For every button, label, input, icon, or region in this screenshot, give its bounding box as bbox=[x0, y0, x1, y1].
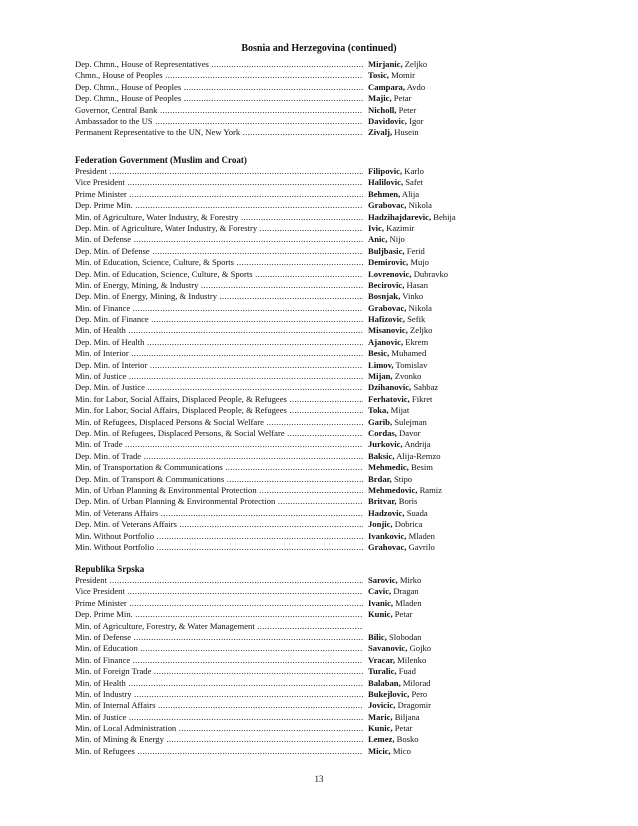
surname: Ferhatovic, bbox=[368, 393, 410, 404]
list-item bbox=[75, 105, 475, 116]
list-item bbox=[75, 712, 475, 723]
list-item bbox=[75, 666, 475, 677]
official-name bbox=[368, 655, 426, 666]
list-item bbox=[75, 325, 475, 336]
surname: Savanovic, bbox=[368, 643, 408, 654]
given-name: Nijo bbox=[389, 234, 405, 245]
surname: Mirjanic, bbox=[368, 59, 403, 69]
surname: Grahovac, bbox=[368, 541, 407, 552]
page-number: 13 bbox=[314, 774, 324, 784]
given-name: Karlo bbox=[404, 166, 424, 176]
list-item bbox=[75, 200, 475, 211]
position-title: President ..... bbox=[75, 166, 363, 177]
official-name bbox=[368, 177, 423, 188]
given-name: Vinko bbox=[402, 291, 424, 302]
given-name: Suada bbox=[406, 507, 428, 518]
surname: Sarovic, bbox=[368, 575, 398, 585]
position-title: Min. of Internal Affairs ..... bbox=[75, 700, 363, 711]
given-name: Tomislav bbox=[395, 359, 428, 370]
given-name: Biljana bbox=[394, 711, 420, 722]
official-name bbox=[368, 519, 422, 530]
position-title: Permanent Representative to the UN, New York ..... bbox=[75, 127, 363, 138]
position-title: Vice President ..... bbox=[75, 177, 363, 188]
list-item bbox=[75, 689, 475, 700]
given-name: Alija bbox=[401, 188, 420, 199]
given-name: Peter bbox=[398, 104, 417, 115]
official-name bbox=[368, 496, 417, 507]
list-item bbox=[75, 82, 475, 93]
given-name: Mladen bbox=[408, 530, 435, 541]
list-item bbox=[75, 519, 475, 530]
given-name: Boris bbox=[398, 496, 418, 507]
given-name: Dragomir bbox=[397, 700, 432, 711]
position-title: Min. for Labor, Social Affairs, Displaced People, & Refugees ..... bbox=[75, 405, 363, 416]
given-name: Fuad bbox=[398, 666, 416, 677]
list-item bbox=[75, 643, 475, 654]
given-name: Mujo bbox=[410, 257, 429, 268]
surname: Hadzovic, bbox=[368, 507, 405, 518]
surname: Cavic, bbox=[368, 586, 392, 597]
given-name: Nikola bbox=[408, 302, 432, 313]
official-name bbox=[368, 269, 448, 280]
official-name bbox=[368, 105, 416, 116]
list-item bbox=[75, 586, 475, 597]
list-item bbox=[75, 371, 475, 382]
official-name bbox=[368, 723, 412, 734]
given-name: Alija-Remzo bbox=[396, 450, 441, 461]
list-item bbox=[75, 700, 475, 711]
list-item bbox=[75, 257, 475, 268]
position-title: Min. of Health ..... bbox=[75, 325, 363, 336]
position-title: Min. of Energy, Mining, & Industry ..... bbox=[75, 280, 363, 291]
official-name bbox=[368, 428, 421, 439]
surname: Garib, bbox=[368, 416, 393, 427]
surname: Davidovic, bbox=[368, 115, 407, 126]
position-title: Min. of Education ..... bbox=[75, 643, 363, 654]
position-title: Dep. Prime Min. ..... bbox=[75, 609, 363, 620]
given-name: Kazimir bbox=[386, 222, 415, 233]
list-item bbox=[75, 246, 475, 257]
list-item bbox=[75, 598, 475, 609]
official-name bbox=[368, 678, 431, 689]
list-item bbox=[75, 314, 475, 325]
surname: Jurkovic, bbox=[368, 439, 403, 450]
given-name: Avdo bbox=[406, 81, 426, 92]
official-name bbox=[368, 474, 412, 485]
official-name bbox=[368, 531, 435, 542]
official-name bbox=[368, 212, 456, 223]
surname: Behmen, bbox=[368, 188, 401, 199]
official-name bbox=[368, 360, 427, 371]
official-name bbox=[368, 632, 421, 643]
list-item bbox=[75, 531, 475, 542]
surname: Majic, bbox=[368, 93, 392, 104]
official-name bbox=[368, 439, 431, 450]
list-item bbox=[75, 303, 475, 314]
list-item bbox=[75, 280, 475, 291]
official-name bbox=[368, 451, 441, 462]
position-title: Min. of Veterans Affairs ..... bbox=[75, 508, 363, 519]
official-name bbox=[368, 485, 442, 496]
surname: Grabovac, bbox=[368, 200, 407, 211]
given-name: Husein bbox=[394, 127, 419, 138]
list-item bbox=[75, 59, 475, 70]
position-title: Dep. Chmn., House of Peoples ..... bbox=[75, 93, 363, 104]
official-name bbox=[368, 166, 424, 177]
position-title: Governor, Central Bank ..... bbox=[75, 105, 363, 116]
official-name bbox=[368, 223, 414, 234]
official-name bbox=[368, 127, 419, 138]
list-item bbox=[75, 166, 475, 177]
surname: Misanovic, bbox=[368, 325, 408, 336]
position-title: Min. of Education, Science, Culture, & Sports ..... bbox=[75, 257, 363, 268]
given-name: Ferid bbox=[406, 245, 425, 256]
list-item bbox=[75, 496, 475, 507]
official-name bbox=[368, 394, 432, 405]
official-name bbox=[368, 462, 433, 473]
section-heading: Republika Srpska bbox=[75, 564, 145, 574]
official-name bbox=[368, 337, 428, 348]
official-name bbox=[368, 586, 419, 597]
surname: Lemez, bbox=[368, 734, 395, 745]
surname: Halilovic, bbox=[368, 177, 404, 188]
given-name: Pero bbox=[411, 688, 428, 699]
list-item bbox=[75, 621, 475, 632]
list-item bbox=[75, 428, 475, 439]
given-name: Andrija bbox=[404, 439, 431, 450]
list-item bbox=[75, 337, 475, 348]
position-title: Min. Without Portfolio ..... bbox=[75, 531, 363, 542]
surname: Buljbasic, bbox=[368, 245, 405, 256]
surname: Bilic, bbox=[368, 631, 387, 642]
position-title: Dep. Min. of Agriculture, Water Industry, & Forestry ..... bbox=[75, 223, 363, 234]
position-title: Min. of Urban Planning & Environmental Protection ..... bbox=[75, 485, 363, 496]
given-name: Besim bbox=[410, 462, 433, 473]
surname: Anic, bbox=[368, 234, 388, 245]
official-name bbox=[368, 189, 419, 200]
given-name: Milenko bbox=[397, 654, 427, 665]
list-item bbox=[75, 382, 475, 393]
given-name: Zeljko bbox=[410, 325, 433, 336]
position-title: Prime Minister ..... bbox=[75, 189, 363, 200]
position-title: Min. of Defense ..... bbox=[75, 234, 363, 245]
official-name bbox=[368, 746, 411, 757]
given-name: Safet bbox=[405, 177, 423, 188]
list-item bbox=[75, 417, 475, 428]
official-name bbox=[368, 70, 415, 81]
surname: Cordas, bbox=[368, 427, 397, 438]
list-item bbox=[75, 485, 475, 496]
given-name: Dobrica bbox=[394, 519, 423, 530]
position-title: Dep. Min. of Trade ..... bbox=[75, 451, 363, 462]
given-name: Davor bbox=[399, 427, 421, 438]
position-title: Min. of Justice ..... bbox=[75, 371, 363, 382]
list-item bbox=[75, 405, 475, 416]
given-name: Mladen bbox=[395, 597, 422, 608]
official-name bbox=[368, 200, 432, 211]
official-name bbox=[368, 348, 426, 359]
list-item bbox=[75, 212, 475, 223]
list-item bbox=[75, 462, 475, 473]
republika-srpska-section bbox=[75, 564, 475, 757]
federation-government-section bbox=[75, 155, 475, 553]
position-title: Dep. Min. of Defense ..... bbox=[75, 246, 363, 257]
given-name: Petar bbox=[394, 609, 413, 620]
position-title: Min. of Defense ..... bbox=[75, 632, 363, 643]
position-title: Min. of Finance ..... bbox=[75, 655, 363, 666]
given-name: Zeljko bbox=[404, 59, 428, 69]
position-title: Dep. Min. of Urban Planning & Environmental Protection ..... bbox=[75, 496, 363, 507]
given-name: Nikola bbox=[408, 200, 432, 211]
official-name bbox=[368, 598, 422, 609]
official-name bbox=[368, 734, 419, 745]
official-name bbox=[368, 116, 423, 127]
surname: Maric, bbox=[368, 711, 393, 722]
position-title: Chmn., House of Peoples ..... bbox=[75, 70, 363, 81]
given-name: Sefik bbox=[407, 314, 426, 325]
surname: Britvar, bbox=[368, 496, 397, 507]
given-name: Petar bbox=[393, 93, 412, 104]
given-name: Dragan bbox=[393, 586, 419, 597]
list-item bbox=[75, 451, 475, 462]
position-title: Min. of Agriculture, Forestry, & Water Management ..... bbox=[75, 621, 363, 632]
list-item bbox=[75, 394, 475, 405]
list-item bbox=[75, 609, 475, 620]
surname: Ajanovic, bbox=[368, 336, 404, 347]
official-name bbox=[368, 325, 432, 336]
surname: Vracar, bbox=[368, 654, 395, 665]
list-item bbox=[75, 360, 475, 371]
list-item bbox=[75, 189, 475, 200]
surname: Kunic, bbox=[368, 723, 393, 734]
list-item bbox=[75, 127, 475, 138]
official-name bbox=[368, 508, 428, 519]
position-title: Dep. Prime Min. ..... bbox=[75, 200, 363, 211]
official-name bbox=[368, 371, 421, 382]
surname: Zivalj, bbox=[368, 127, 393, 138]
surname: Dzihanovic, bbox=[368, 382, 412, 393]
given-name: Milorad bbox=[402, 677, 431, 688]
given-name: Ekrem bbox=[405, 336, 429, 347]
official-name bbox=[368, 280, 428, 291]
position-title: Min. of Local Administration ..... bbox=[75, 723, 363, 734]
given-name: Zvonko bbox=[394, 371, 422, 382]
official-name bbox=[368, 575, 421, 586]
list-item bbox=[75, 723, 475, 734]
surname: Hadzihajdarevic, bbox=[368, 211, 432, 222]
surname: Kunic, bbox=[368, 609, 393, 620]
given-name: Bosko bbox=[396, 734, 419, 745]
position-title: Min. of Health ..... bbox=[75, 678, 363, 689]
surname: Jovicic, bbox=[368, 700, 396, 711]
list-item bbox=[75, 439, 475, 450]
official-name bbox=[368, 59, 427, 70]
list-item bbox=[75, 348, 475, 359]
surname: Jonjic, bbox=[368, 519, 393, 530]
position-title: Min. of Trade ..... bbox=[75, 439, 363, 450]
list-item bbox=[75, 70, 475, 81]
surname: Bukejlovic, bbox=[368, 688, 410, 699]
surname: Ivanic, bbox=[368, 597, 394, 608]
list-item bbox=[75, 655, 475, 666]
list-item bbox=[75, 474, 475, 485]
leadership-section bbox=[75, 59, 475, 139]
position-title: Min. of Industry ..... bbox=[75, 689, 363, 700]
given-name: Sulejman bbox=[394, 416, 427, 427]
position-title: Min. of Justice ..... bbox=[75, 712, 363, 723]
list-item bbox=[75, 632, 475, 643]
official-name bbox=[368, 246, 425, 257]
surname: Brdar, bbox=[368, 473, 392, 484]
official-name bbox=[368, 700, 431, 711]
surname: Toka, bbox=[368, 405, 389, 416]
position-title: Dep. Min. of Interior ..... bbox=[75, 360, 363, 371]
list-item bbox=[75, 734, 475, 745]
official-name bbox=[368, 666, 416, 677]
official-name bbox=[368, 314, 425, 325]
position-title: Dep. Min. of Finance ..... bbox=[75, 314, 363, 325]
given-name: Mico bbox=[392, 745, 411, 756]
given-name: Stipo bbox=[393, 473, 413, 484]
surname: Hafizovic, bbox=[368, 314, 405, 325]
given-name: Gavrilo bbox=[408, 541, 435, 552]
list-item bbox=[75, 234, 475, 245]
surname: Grabovac, bbox=[368, 302, 407, 313]
official-name bbox=[368, 542, 435, 553]
surname: Balaban, bbox=[368, 677, 401, 688]
official-name bbox=[368, 417, 427, 428]
surname: Lovrenovic, bbox=[368, 268, 412, 279]
list-item bbox=[75, 746, 475, 757]
official-name bbox=[368, 643, 431, 654]
position-title: Dep. Min. of Refugees, Displaced Persons, & Social Welfare ..... bbox=[75, 428, 363, 439]
position-title: Vice President ..... bbox=[75, 586, 363, 597]
surname: Micic, bbox=[368, 745, 391, 756]
position-title: Min. of Foreign Trade ..... bbox=[75, 666, 363, 677]
given-name: Behija bbox=[433, 211, 456, 222]
surname: Mehmedic, bbox=[368, 462, 409, 473]
position-title: Dep. Min. of Energy, Mining, & Industry ..... bbox=[75, 291, 363, 302]
list-item bbox=[75, 678, 475, 689]
position-title: Ambassador to the US ..... bbox=[75, 116, 363, 127]
given-name: Hasan bbox=[406, 279, 428, 290]
official-name bbox=[368, 234, 405, 245]
surname: Filipovic, bbox=[368, 166, 403, 176]
given-name: Fikret bbox=[411, 393, 433, 404]
position-title: Dep. Min. of Education, Science, Culture, & Sports ..... bbox=[75, 269, 363, 280]
given-name: Slobodan bbox=[389, 631, 422, 642]
given-name: Igor bbox=[409, 115, 424, 126]
position-title: President ..... bbox=[75, 575, 363, 586]
official-name bbox=[368, 609, 412, 620]
position-title: Prime Minister ..... bbox=[75, 598, 363, 609]
list-item bbox=[75, 177, 475, 188]
surname: Mehmedovic, bbox=[368, 484, 418, 495]
list-item bbox=[75, 93, 475, 104]
list-item bbox=[75, 542, 475, 553]
surname: Turalic, bbox=[368, 666, 397, 677]
position-title: Min. of Finance ..... bbox=[75, 303, 363, 314]
official-name bbox=[368, 382, 438, 393]
given-name: Mirko bbox=[399, 575, 422, 585]
given-name: Sahbaz bbox=[413, 382, 439, 393]
page-title: Bosnia and Herzegovina (continued) bbox=[241, 43, 397, 54]
surname: Nicholl, bbox=[368, 104, 397, 115]
list-item bbox=[75, 508, 475, 519]
given-name: Mijat bbox=[390, 405, 410, 416]
position-title: Dep. Min. of Transport & Communications ..... bbox=[75, 474, 363, 485]
given-name: Ramiz bbox=[419, 484, 442, 495]
official-name bbox=[368, 291, 423, 302]
position-title: Dep. Min. of Veterans Affairs ..... bbox=[75, 519, 363, 530]
surname: Limov, bbox=[368, 359, 394, 370]
position-title: Min. of Mining & Energy ..... bbox=[75, 734, 363, 745]
position-title: Min. for Labor, Social Affairs, Displaced People, & Refugees ..... bbox=[75, 394, 363, 405]
official-name bbox=[368, 82, 425, 93]
surname: Ivic, bbox=[368, 222, 384, 233]
position-title: Dep. Chmn., House of Representatives ..... bbox=[75, 59, 363, 70]
surname: Mijan, bbox=[368, 371, 393, 382]
given-name: Momir bbox=[391, 70, 415, 81]
position-title: Min. of Transportation & Communications ..... bbox=[75, 462, 363, 473]
position-title: Min. of Refugees, Displaced Persons & Social Welfare ..... bbox=[75, 417, 363, 428]
surname: Baksic, bbox=[368, 450, 395, 461]
official-name bbox=[368, 689, 427, 700]
position-title: Min. of Interior ..... bbox=[75, 348, 363, 359]
section-heading: Federation Government (Muslim and Croat) bbox=[75, 155, 247, 165]
surname: Tosic, bbox=[368, 70, 389, 81]
given-name: Petar bbox=[394, 723, 413, 734]
list-item bbox=[75, 269, 475, 280]
list-item bbox=[75, 223, 475, 234]
position-title: Dep. Min. of Justice ..... bbox=[75, 382, 363, 393]
given-name: Gojko bbox=[409, 643, 432, 654]
official-name bbox=[368, 303, 432, 314]
list-item bbox=[75, 116, 475, 127]
surname: Bosnjak, bbox=[368, 291, 401, 302]
official-name bbox=[368, 93, 411, 104]
official-name bbox=[368, 712, 420, 723]
position-title: Min. of Agriculture, Water Industry, & Forestry ..... bbox=[75, 212, 363, 223]
position-title: Min. of Refugees ..... bbox=[75, 746, 363, 757]
position-title: Min. Without Portfolio ..... bbox=[75, 542, 363, 553]
surname: Campara, bbox=[368, 81, 405, 92]
surname: Demirovic, bbox=[368, 257, 409, 268]
position-title: Dep. Min. of Health ..... bbox=[75, 337, 363, 348]
list-item bbox=[75, 575, 475, 586]
given-name: Muhamed bbox=[391, 348, 427, 359]
surname: Becirovic, bbox=[368, 279, 405, 290]
surname: Besic, bbox=[368, 348, 390, 359]
position-title: Dep. Chmn., House of Peoples ..... bbox=[75, 82, 363, 93]
given-name: Dubravko bbox=[413, 268, 449, 279]
list-item bbox=[75, 291, 475, 302]
official-name bbox=[368, 257, 429, 268]
official-name bbox=[368, 405, 409, 416]
surname: Ivankovic, bbox=[368, 530, 407, 541]
